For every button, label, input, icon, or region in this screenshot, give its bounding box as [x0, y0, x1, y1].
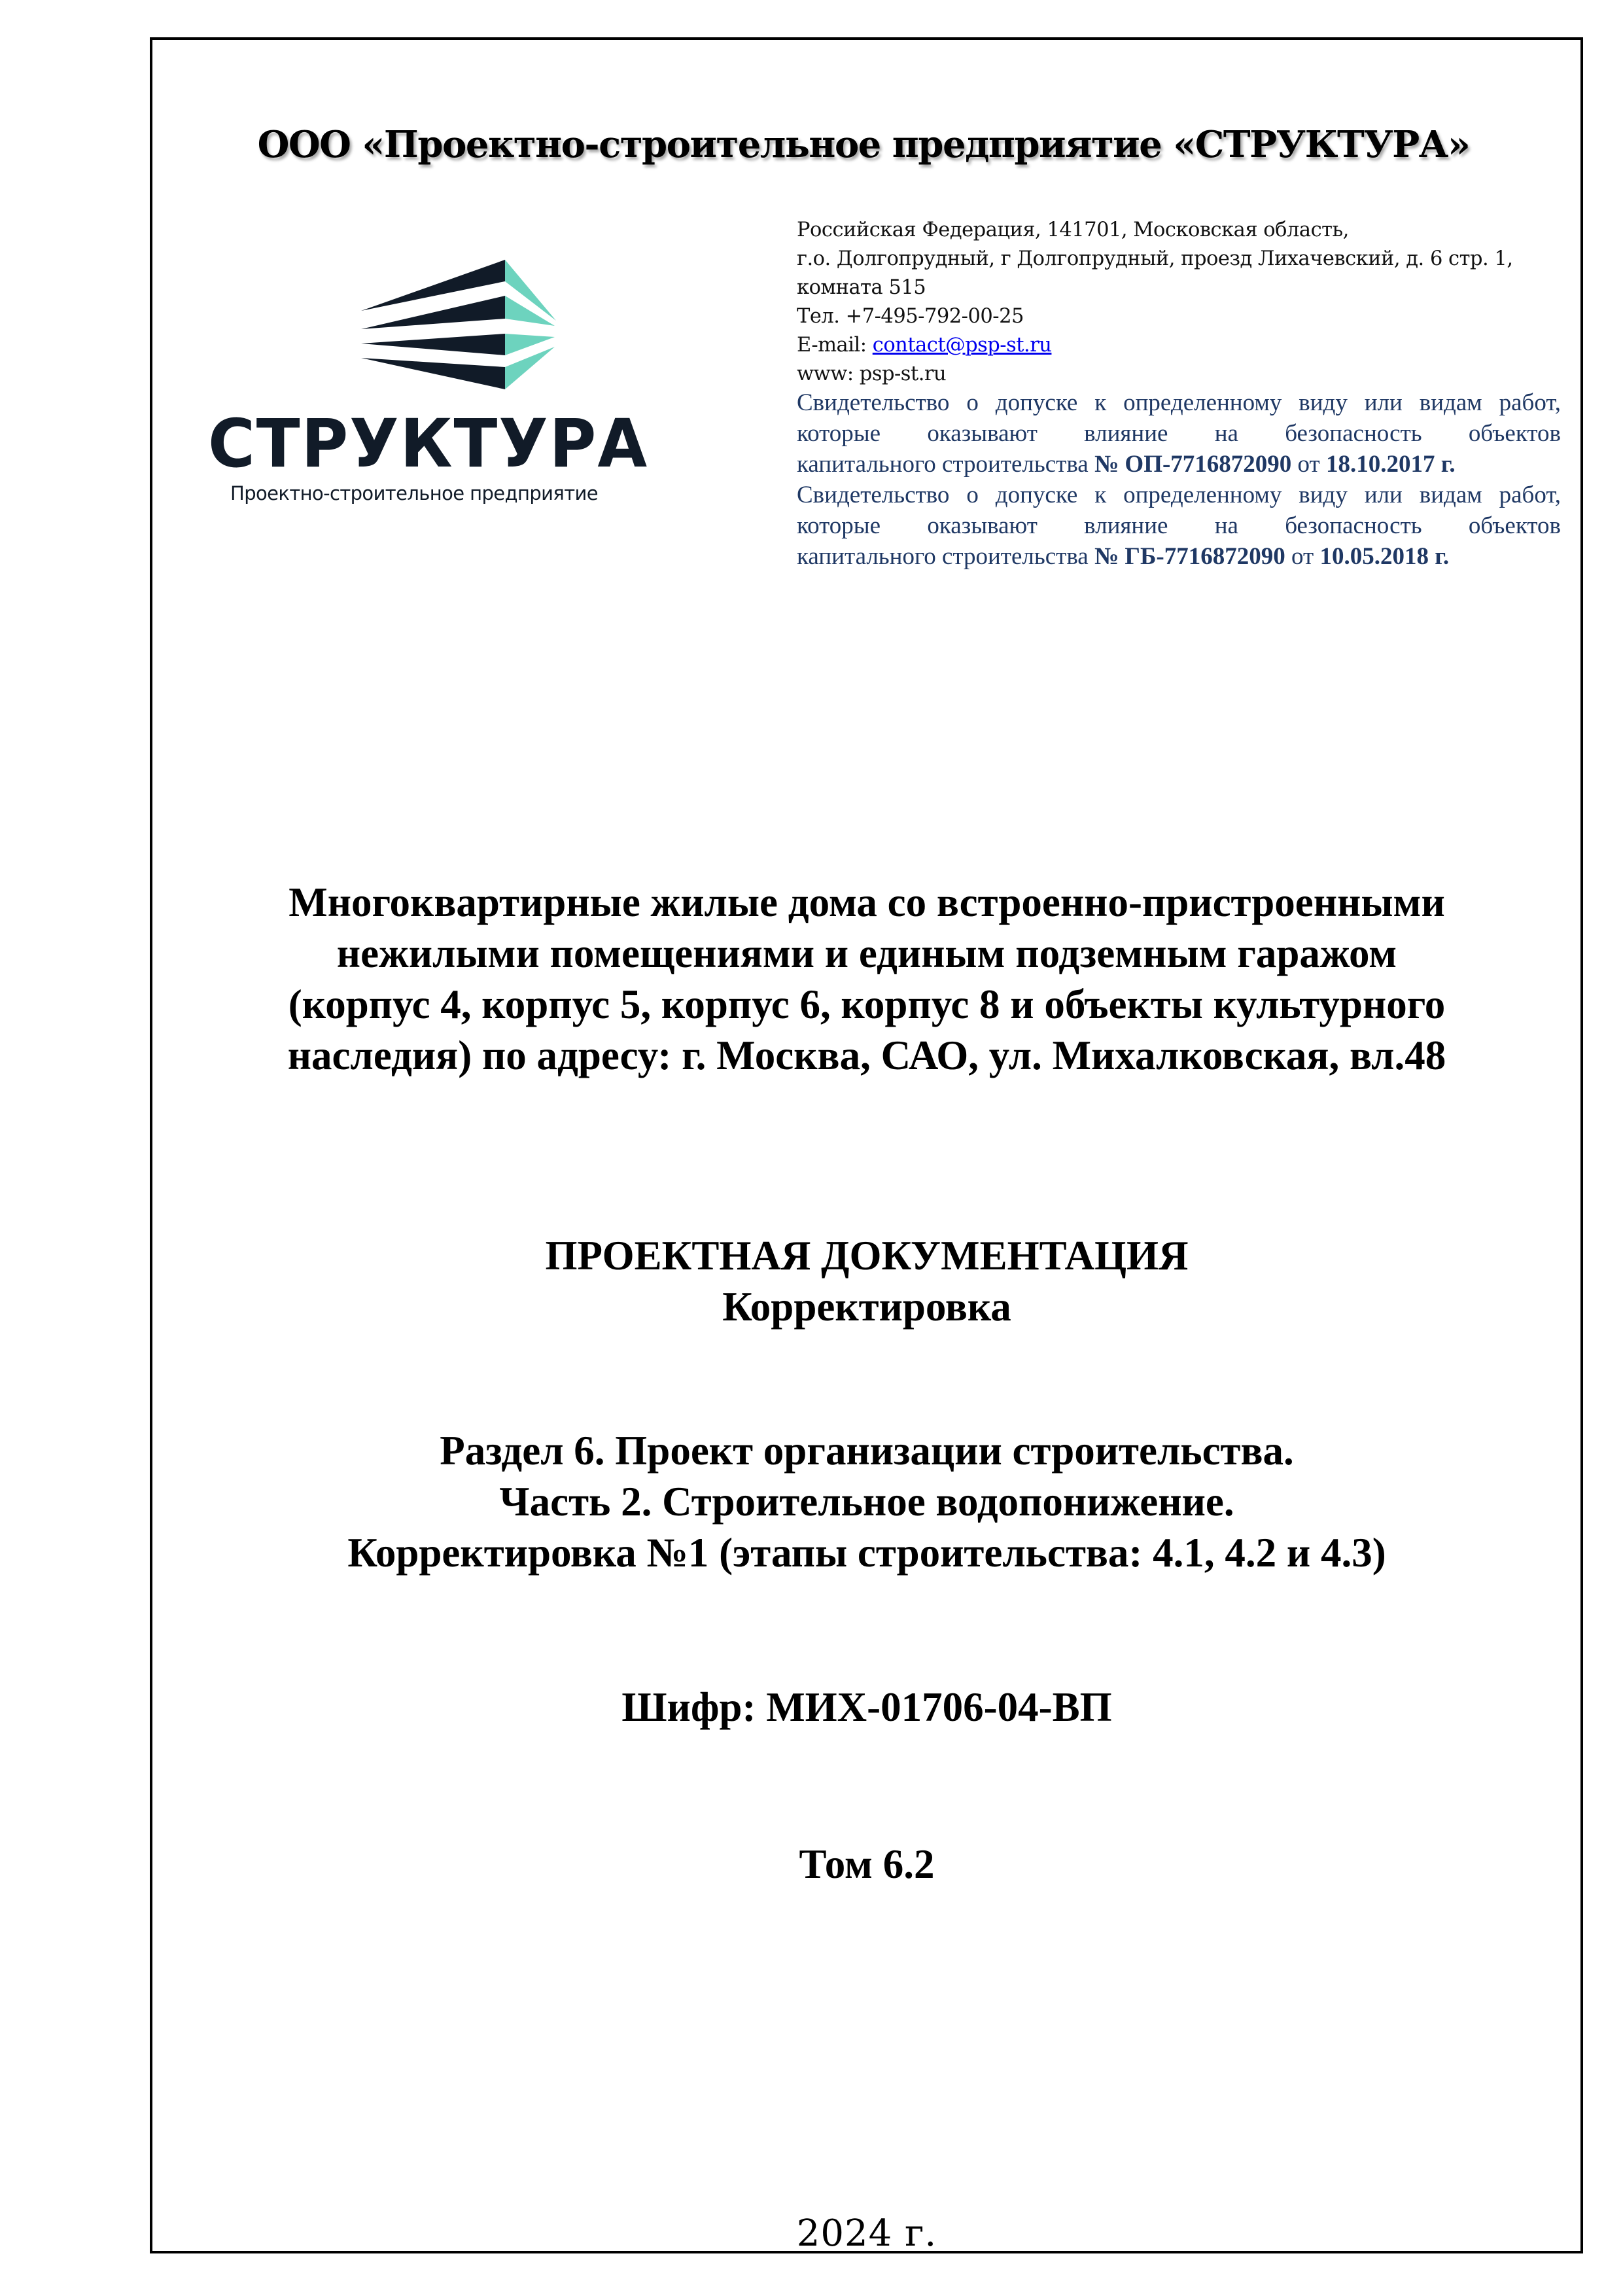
- section-info: [157, 1425, 1577, 1578]
- email-link[interactable]: contact@psp-st.ru: [872, 334, 1052, 357]
- volume-number: Том 6.2: [799, 1841, 935, 1887]
- certificate-2-prefix: капитального строительства: [797, 543, 1094, 570]
- document-type: [157, 1230, 1577, 1332]
- email-row: [797, 331, 1569, 360]
- certificate-2-number: № ГБ-7716872090: [1094, 543, 1285, 570]
- section-line-2: Часть 2. Строительное водопонижение.: [499, 1479, 1234, 1525]
- certificate-1-date: 18.10.2017 г.: [1325, 451, 1456, 478]
- section-line-1: Раздел 6. Проект организации строительства.: [440, 1428, 1294, 1474]
- logo-subtitle: Проектно-строительное предприятие: [230, 482, 599, 504]
- company-logo-icon: [353, 252, 563, 393]
- certificate-1: [797, 387, 1561, 480]
- logo-stripe-4-dark: [361, 358, 505, 389]
- certificate-1-line-1: Свидетельство о допуске к определенному виду или видам работ,: [797, 389, 1561, 416]
- certificates-block: [797, 387, 1561, 572]
- logo-stripe-4-accent: [505, 347, 555, 389]
- phone: Тел. +7-495-792-00-25: [797, 305, 1024, 328]
- email-label: E-mail:: [797, 334, 873, 357]
- certificate-2-line-2: которые оказывают влияние на безопасность объектов: [797, 512, 1561, 539]
- document-cipher: Шифр: МИХ-01706-04-ВП: [621, 1684, 1112, 1730]
- certificate-2-line-1: Свидетельство о допуске к определенному виду или видам работ,: [797, 482, 1561, 508]
- document-type-title: ПРОЕКТНАЯ ДОКУМЕНТАЦИЯ: [545, 1233, 1189, 1279]
- certificate-2-date: 10.05.2018 г.: [1319, 543, 1450, 570]
- address-line-3: комната 515: [797, 276, 926, 299]
- logo-stripe-3-dark: [361, 334, 505, 355]
- certificate-2-line-3: [797, 541, 1561, 572]
- certificate-2: [797, 480, 1561, 572]
- address-line-1: Российская Федерация, 141701, Московская область,: [797, 219, 1349, 241]
- project-title: [157, 877, 1577, 1081]
- certificate-1-prefix: капитального строительства: [797, 451, 1094, 478]
- certificate-2-from: от: [1285, 543, 1320, 570]
- website: www: psp-st.ru: [797, 362, 947, 385]
- project-title-line-1: Многоквартирные жилые дома со встроенно-пристроенными: [288, 879, 1445, 925]
- certificate-1-from: от: [1291, 451, 1326, 478]
- document-year: 2024 г.: [796, 2212, 937, 2255]
- document-type-subtitle: Корректировка: [722, 1284, 1011, 1330]
- organization-title: ООО «Проектно-строительное предприятие «СТРУКТУРА»: [257, 123, 1470, 166]
- logo-stripe-2-dark: [361, 296, 505, 329]
- project-title-line-4: наследия) по адресу: г. Москва, САО, ул. Михалковская, вл.48: [287, 1033, 1446, 1078]
- project-title-line-3: (корпус 4, корпус 5, корпус 6, корпус 8 и объекты культурного: [288, 981, 1446, 1027]
- logo-wordmark: СТРУКТУРА: [208, 405, 649, 483]
- certificate-1-line-2: которые оказывают влияние на безопасность объектов: [797, 420, 1561, 447]
- certificate-1-number: № ОП-7716872090: [1094, 451, 1292, 478]
- logo-stripes: [361, 260, 556, 389]
- address-line-2: г.о. Долгопрудный, г Долгопрудный, проезд Лихачевский, д. 6 стр. 1,: [797, 247, 1513, 270]
- certificate-1-line-3: [797, 449, 1561, 480]
- project-title-line-2: нежилыми помещениями и единым подземным гаражом: [336, 930, 1397, 976]
- contact-block: [797, 216, 1569, 389]
- section-line-3: Корректировка №1 (этапы строительства: 4.1, 4.2 и 4.3): [347, 1530, 1386, 1576]
